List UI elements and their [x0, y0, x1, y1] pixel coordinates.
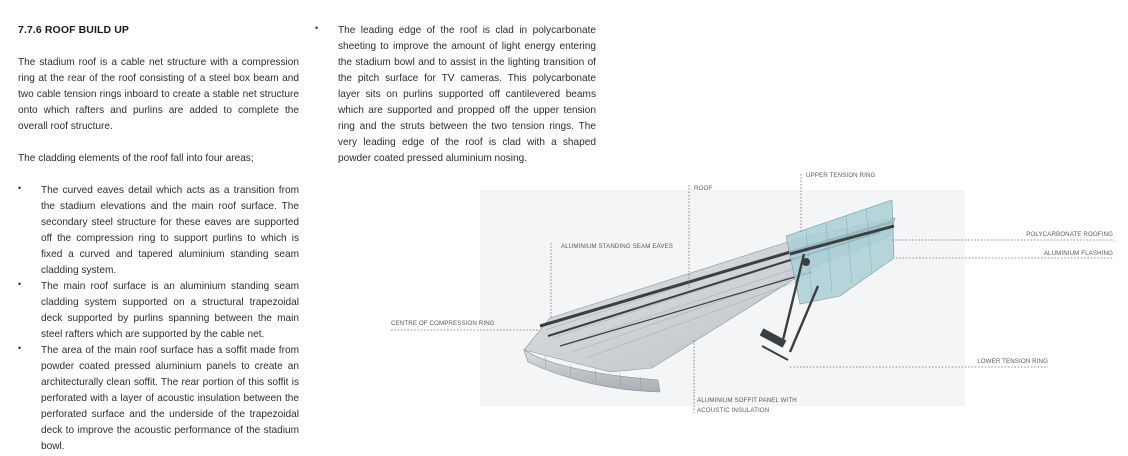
label-centre-of-compression-ring: CENTRE OF COMPRESSION RING: [391, 320, 495, 327]
label-lower-tension-ring: LOWER TENSION RING: [977, 358, 1048, 365]
label-soffit-line1: ALUMINIUM SOFFIT PANEL WITH: [697, 397, 797, 404]
label-roof: ROOF: [694, 185, 713, 192]
bullet-item-main-roof: The main roof surface is an aluminium standing seam cladding system supported on a structural trapezoidal deck supported by purlins spanning between the main steel rafters which are supported by the cable net.: [41, 281, 299, 340]
bullet-marker: •: [18, 279, 22, 289]
section-heading: 7.7.6 ROOF BUILD UP: [18, 24, 130, 36]
bullet-item-eaves: The curved eaves detail which acts as a transition from the stadium elevations and the main roof surface. The secondary steel structure for these eaves are supported off the compression ring to support purlins to which is fixed a curved and tapered aluminium standing seam cladding system.: [41, 185, 299, 276]
label-aluminium-standing-seam-eaves: ALUMINIUM STANDING SEAM EAVES: [561, 243, 673, 250]
bullet-marker: •: [18, 183, 22, 193]
bullet-item-soffit: The area of the main roof surface has a soffit made from powder coated pressed aluminium panels to create an architecturally clean soffit. The rear portion of this soffit is perforated with a layer of acoustic insulation between the perforated surface and the underside of the trapezoidal deck to improve the acoustic performance of the stadium bowl.: [41, 345, 299, 452]
label-aluminium-flashing: ALUMINIUM FLASHING: [1043, 250, 1113, 257]
label-upper-tension-ring: UPPER TENSION RING: [806, 172, 876, 179]
label-polycarbonate-roofing: POLYCARBONATE ROOFING: [1026, 231, 1113, 238]
intro-paragraph: The stadium roof is a cable net structure with a compression ring at the rear of the roof consisting of a steel box beam and two cable tension rings inboard to create a stable net structure onto which rafters and purlins are added to complete the overall roof structure.: [18, 57, 299, 132]
upper-tension-ring: [802, 258, 810, 266]
bullet-item-leading-edge: The leading edge of the roof is clad in polycarbonate sheeting to improve the amount of light energy entering the stadium bowl and to assist in the lighting transition of the pitch surface for TV cameras. This polycarbonate layer sits on purlins supported off cantilevered beams which are supported and propped off the upper tension ring and the struts between the two tension rings. The very leading edge of the roof is clad with a shaped powder coated pressed aluminium nosing.: [338, 25, 596, 164]
lead-paragraph: The cladding elements of the roof fall into four areas;: [18, 153, 254, 164]
label-soffit-line2: ACOUSTIC INSULATION: [697, 407, 770, 414]
bullet-marker: •: [315, 23, 319, 33]
bullet-marker: •: [18, 343, 22, 353]
